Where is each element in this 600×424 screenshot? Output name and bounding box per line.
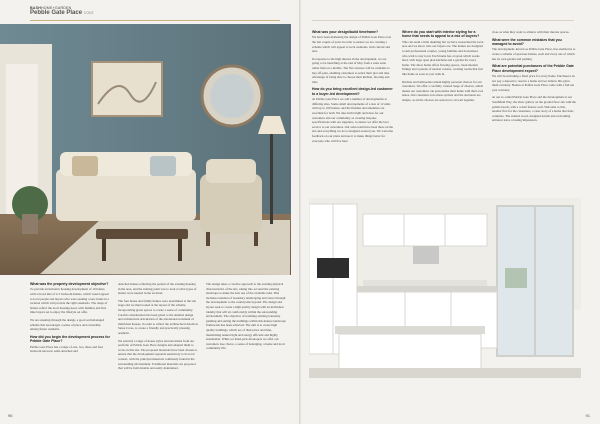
page-spine — [299, 0, 301, 424]
living-room-illustration — [0, 24, 291, 275]
answer: This can seem a little daunting but we have researched the local area and we know who our buyers are. The homes are designed to suit professional couples, young families and downsizers who wish to stay local. Each home has a layout which works hard, with large open plan kitchens and a garden for every home. The show home offers flowing spaces, clean modern fittings and a palette of neutral colours, creating rooms that feel like home as soon as you walk in. — [402, 39, 484, 76]
left-column-3 — [206, 282, 286, 354]
question: What are potential purchasers of the Pebble Gate Place development expect? — [492, 64, 574, 73]
answer: Kitchen and bathrooms remain highly personal choices for our customers. We offer a carefully curated range of choices, which means our customers can personalise their home with their own tastes. Our customers love these options and the decisions are simple, as all the choices are selected to sit well together. — [402, 79, 484, 102]
page-number-left: 96 — [8, 413, 13, 418]
page-number-right: 91 — [585, 413, 590, 418]
header-rule-left — [30, 20, 280, 21]
left-column-1 — [30, 282, 110, 357]
answer: At our so-called Pebble Gate Place and the development at our Southfield Way, the show gallery on the ground floor sits with the pebble beach, with a cobalt feature wall. Welcome to this, another first for the customers, a clear story of a home that feels complete. The stained wood, designed details and welcoming entrance leave a lasting impression. — [492, 95, 576, 123]
question: What was your design/build timeframe? — [312, 30, 379, 34]
answer: To provide an inclusive housing development of 10 homes with a broad mix of 2-5 bedroom homes, which would appeal to local people and buyers who were seeking a new home in a location which will provide the right standards. The range of homes reflect the local housing need, with families and first time buyers set to enjoy the lifestyle on offer. — [30, 287, 109, 315]
answer: Pebble Gate Place has a range of one, two, three and four bedroom terraced, semi-detached and — [30, 344, 104, 354]
section-label: HOME+GARDEN — [40, 6, 72, 10]
question: What were the common mistakes that you managed to avoid? — [492, 37, 562, 46]
question: Where do you start with interior styling for a home that needs to appeal to a mix of buyers? — [402, 30, 480, 39]
question: What was the property development objective? — [30, 282, 109, 286]
brand-label: BASH — [30, 6, 41, 10]
living-room-photo — [0, 24, 291, 275]
answer: The development, known as Pebble Gate Place, has enabled us to create a scheme of spacious homes, each and every one of which has its own garden and parking. — [492, 47, 576, 61]
kitchen-photo — [309, 198, 581, 378]
answer: We are ensuring through the design, a good well-managed scheme that encourages a sense of place and ownership among future residents. — [30, 317, 105, 332]
right-column-1 — [312, 30, 394, 146]
answer: We selected a range of house styles and elevations from our portfolio of Pebble Gate Place designs and adapted them to work on this site. The proposed materials have been chosen to ensure that the development responds sensitively to its local context, with the principal materials commonly found in the surrounding environment. Traditional materials are proposed that will be both durable and easily maintained. — [118, 338, 198, 371]
question: How did you begin the development process for Pebble Gate Place? — [30, 334, 110, 344]
title-text: Pebble Gate Place — [30, 10, 83, 16]
answer: We have been marketing the design of Pebble Gate Place over the last couple of years in order to ensure we are creating a scheme which will appeal to local residents, both current and new. — [312, 35, 392, 54]
answer: In response to the high interest in the development, we are going to be launching at the end of May from a sales suite rather than on a mobile. The five releases will be available to buy off-plan, enabling customers to select their plot and take advantage of being able to choose their kitchen, flooring and tiles. — [312, 56, 390, 84]
answer: At Pebble Gate Place we add a number of developments at differing sites. Some small developments of a size of 12 units with up to 100 homes, and the finishes and amenities are excellent for both. We take both bright and ideas for our customers and our community as creating bespoke specifications with our suppliers, to ensure we offer the best service to our customers. Our sales team have been there on the site and everything we do is designed around you. We welcome feedback on our plans and use it to make things better for everyone who will live here. — [312, 97, 394, 143]
answer: detached homes reflecting the pattern of the existing housing in the area, and the starting point was to look at what types of homes were needed in the location. — [118, 282, 197, 296]
answer: We will be including a fixed price for every home. Purchasers do not pay a deposit to reserve a home and we believe this gives them certainty. Homes at Pebble Gate Place come with a full ten year warranty. — [492, 74, 575, 92]
question: How do you bring excellent design-led customer to a buyer-led development? — [312, 87, 393, 96]
right-column-3 — [492, 30, 576, 126]
answer: The design takes a creative approach to the existing physical characteristics of the site, taking into account the existing landscape to make the best use of the available land. This includes retention of boundary landscaping and views through the development to the countryside beyond. The design and layout seek to create a high quality design with an individual identity that will sit comfortably within the surrounding environment. The objective of retaining existing boundary planting and setting the buildings within this mature landscape framework has been achieved. The aim is to create high quality buildings, which are of their place and time, maximising natural light and energy efficient and highly sustainable. While we hand-pick developers we offer our customers true choice, a sense of belonging, a home and local community life. — [206, 282, 286, 351]
page-title — [30, 10, 94, 16]
header-rule-right — [312, 20, 574, 21]
answer: close as what they want to achieve with their interior spaces. — [492, 30, 570, 34]
title-suffix: CONT. — [83, 11, 95, 15]
answer: The four house and family homes were determined at the site stage and we then looked at the layout of the scheme, incorporating green spaces to create a sense of community. Careful consideration has been given to the detailed design and architectural articulation of the elevational treatment of individual houses, in order to reflect the architectural details in Stone Cross, to create a friendly and practically pleasing aesthetic. — [118, 298, 199, 335]
kitchen-illustration — [309, 198, 581, 378]
right-column-2 — [402, 30, 484, 106]
left-column-2 — [118, 282, 198, 374]
